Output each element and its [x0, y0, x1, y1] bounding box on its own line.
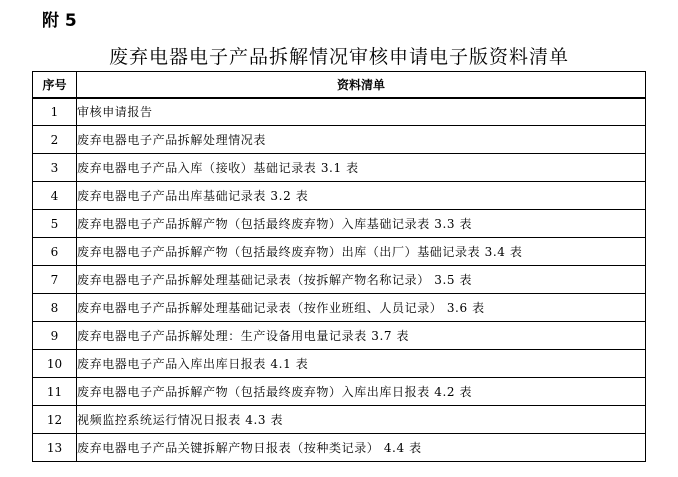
- row-serial-number: 2: [33, 126, 77, 154]
- header-serial-number: 序号: [33, 72, 77, 98]
- row-serial-number: 12: [33, 406, 77, 434]
- attachment-label: 附 5: [42, 11, 77, 31]
- table-row: [33, 154, 646, 182]
- row-material-item: 废弃电器电子产品关键拆解产物日报表（按种类记录） 4.4 表: [77, 434, 646, 462]
- table-row: [33, 406, 646, 434]
- row-serial-number: 7: [33, 266, 77, 294]
- table-body: [33, 98, 646, 462]
- material-list-table: [32, 71, 646, 462]
- table-row: [33, 266, 646, 294]
- table-row: [33, 434, 646, 462]
- row-material-item: 废弃电器电子产品拆解处理基础记录表（按作业班组、人员记录） 3.6 表: [77, 294, 646, 322]
- document-title: 废弃电器电子产品拆解情况审核申请电子版资料清单: [108, 46, 569, 68]
- table-row: [33, 378, 646, 406]
- row-serial-number: 8: [33, 294, 77, 322]
- table-row: [33, 294, 646, 322]
- row-serial-number: 4: [33, 182, 77, 210]
- row-serial-number: 5: [33, 210, 77, 238]
- row-serial-number: 3: [33, 154, 77, 182]
- table-row: [33, 238, 646, 266]
- row-serial-number: 9: [33, 322, 77, 350]
- row-material-item: 废弃电器电子产品拆解产物（包括最终废弃物）出库（出厂）基础记录表 3.4 表: [77, 238, 646, 266]
- row-material-item: 废弃电器电子产品出库基础记录表 3.2 表: [77, 182, 646, 210]
- row-material-item: 废弃电器电子产品拆解处理基础记录表（按拆解产物名称记录） 3.5 表: [77, 266, 646, 294]
- row-serial-number: 1: [33, 98, 77, 126]
- row-serial-number: 6: [33, 238, 77, 266]
- row-material-item: 废弃电器电子产品入库（接收）基础记录表 3.1 表: [77, 154, 646, 182]
- row-material-item: 废弃电器电子产品拆解产物（包括最终废弃物）入库出库日报表 4.2 表: [77, 378, 646, 406]
- table-row: [33, 98, 646, 126]
- row-serial-number: 13: [33, 434, 77, 462]
- header-material-list: 资料清单: [77, 72, 646, 98]
- row-material-item: 视频监控系统运行情况日报表 4.3 表: [77, 406, 646, 434]
- row-material-item: 废弃电器电子产品拆解产物（包括最终废弃物）入库基础记录表 3.3 表: [77, 210, 646, 238]
- table-row: [33, 182, 646, 210]
- row-material-item: 废弃电器电子产品入库出库日报表 4.1 表: [77, 350, 646, 378]
- row-serial-number: 11: [33, 378, 77, 406]
- table-row: [33, 322, 646, 350]
- row-material-item: 审核申请报告: [77, 98, 646, 126]
- row-serial-number: 10: [33, 350, 77, 378]
- table-row: [33, 350, 646, 378]
- table-header-row: [33, 72, 646, 98]
- table-row: [33, 126, 646, 154]
- row-material-item: 废弃电器电子产品拆解处理情况表: [77, 126, 646, 154]
- table-row: [33, 210, 646, 238]
- row-material-item: 废弃电器电子产品拆解处理：生产设备用电量记录表 3.7 表: [77, 322, 646, 350]
